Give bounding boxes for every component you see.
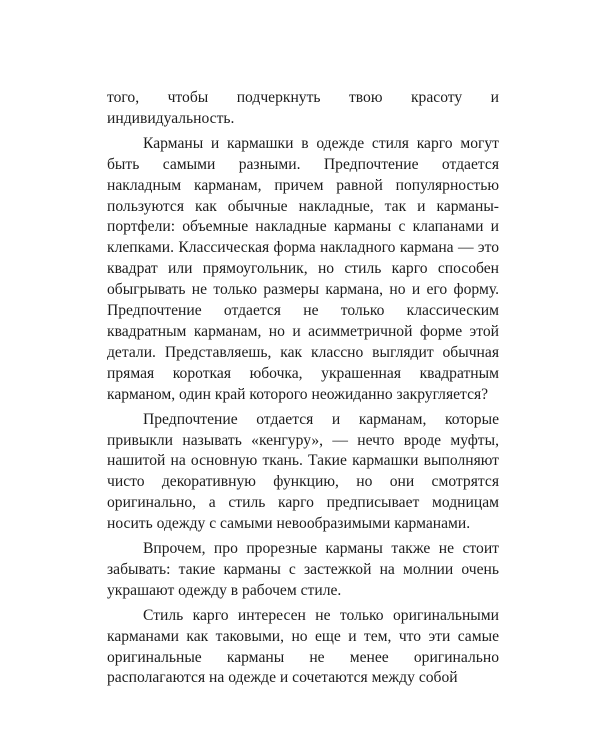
paragraph-2: Карманы и кармашки в одежде стиля карго могут быть самыми разными. Предпочтение отдается накладным карманам, причем равной популярностью пользуются как обычные накладные, так и карманы-портфели: объемные накладные карманы с клапанами и клепками. Классическая форма накладного кармана — это квадрат или прямоугольник, но стиль карго способен обыгрывать не только размеры кармана, но и его форму. Предпочтение отдается не только классическим квадратным карманам, но и асимметричной форме этой детали. Представляешь, как классно выглядит обычная прямая короткая юбочка, украшенная квадратным карманом, один край которого неожиданно закругляется? bbox=[107, 134, 499, 403]
paragraph-1: того, чтобы подчеркнуть твою красоту и индивидуальность. bbox=[107, 89, 499, 127]
paragraph-3: Предпочтение отдается и карманам, которые привыкли называть «кенгуру», — нечто вроде муфты, нашитой на основную ткань. Такие кармашки выполняют чисто декоративную функцию, но они смотрятся оригинально, а стиль карго предписывает модницам носить одежду с самыми невообразимыми карманами. bbox=[107, 410, 499, 533]
paragraph-5: Стиль карго интересен не только оригинальными карманами как таковыми, но еще и тем, что эти самые оригинальные карманы не менее оригинально располагаются на одежде и сочетаются между собой bbox=[107, 606, 499, 687]
paragraph-4: Впрочем, про прорезные карманы также не стоит забывать: такие карманы с застежкой на молнии очень украшают одежду в рабочем стиле. bbox=[107, 540, 499, 599]
page-body bbox=[107, 88, 499, 693]
